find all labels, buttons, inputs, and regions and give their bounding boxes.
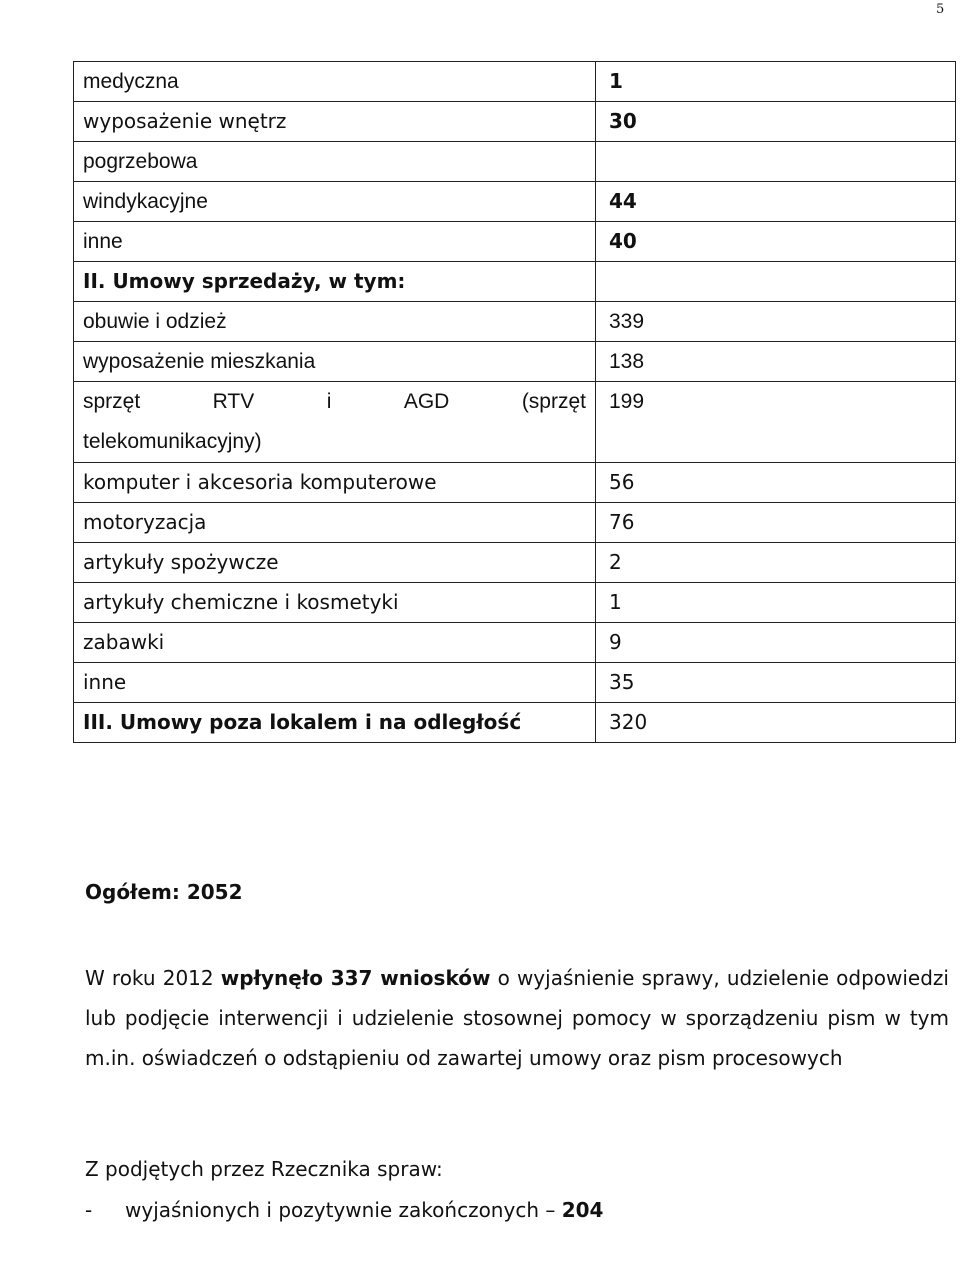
section-header-row — [74, 703, 956, 743]
row-label: komputer i akcesoria komputerowe — [74, 463, 596, 503]
table-row — [74, 583, 956, 623]
table-row — [74, 142, 956, 182]
list-item-text — [125, 1198, 603, 1222]
row-label: zabawki — [74, 623, 596, 663]
page-number: 5 — [936, 2, 945, 17]
row-value — [596, 142, 956, 182]
row-value: 138 — [596, 342, 956, 382]
row-value: 2 — [596, 543, 956, 583]
row-value: 1 — [596, 583, 956, 623]
row-value: 56 — [596, 463, 956, 503]
total-summary: Ogółem: 2052 — [85, 880, 243, 904]
table-row — [74, 503, 956, 543]
row-value: 320 — [596, 703, 956, 743]
label-word: i — [326, 390, 332, 413]
list-item-label: wyjaśnionych i pozytywnie zakończonych – — [125, 1198, 562, 1222]
table-row — [74, 62, 956, 102]
row-label-line1 — [83, 382, 586, 422]
section-header-row — [74, 262, 956, 302]
label-word: AGD — [403, 390, 450, 413]
row-label: inne — [74, 663, 596, 703]
row-label-line2: telekomunikacyjny) — [83, 430, 262, 453]
bullet-dash: - — [85, 1198, 93, 1222]
row-label: windykacyjne — [74, 182, 596, 222]
row-label: wyposażenie mieszkania — [74, 342, 596, 382]
row-label: pogrzebowa — [74, 142, 596, 182]
list-item — [85, 1198, 603, 1222]
statistics-table — [73, 61, 956, 743]
row-label: medyczna — [74, 62, 596, 102]
row-label: artykuły chemiczne i kosmetyki — [74, 583, 596, 623]
row-value: 1 — [596, 62, 956, 102]
row-value: 9 — [596, 623, 956, 663]
row-value: 40 — [596, 222, 956, 262]
row-label — [74, 382, 596, 463]
section-label: II. Umowy sprzedaży, w tym: — [74, 262, 596, 302]
table-row — [74, 222, 956, 262]
label-word: RTV — [212, 390, 255, 413]
row-value: 199 — [596, 382, 956, 463]
table-row — [74, 382, 956, 463]
table-row — [74, 102, 956, 142]
subheading: Z podjętych przez Rzecznika spraw: — [85, 1157, 443, 1181]
row-value: 76 — [596, 503, 956, 543]
row-value: 339 — [596, 302, 956, 342]
row-value: 35 — [596, 663, 956, 703]
label-word: (sprzęt — [521, 390, 586, 413]
table-row — [74, 543, 956, 583]
row-label: wyposażenie wnętrz — [74, 102, 596, 142]
paragraph-text: W roku 2012 — [85, 966, 221, 990]
section-label: III. Umowy poza lokalem i na odległość — [74, 703, 596, 743]
row-label: obuwie i odzież — [74, 302, 596, 342]
table-row — [74, 302, 956, 342]
list-item-count: 204 — [561, 1198, 604, 1222]
paragraph-bold-text: wpłynęło 337 wniosków — [220, 966, 491, 990]
row-label: inne — [74, 222, 596, 262]
row-label: artykuły spożywcze — [74, 543, 596, 583]
paragraph-text: o wyjaśnienie sprawy, udzielenie odpowiedzi lub podjęcie interwencji i udzielenie stosownej pomocy w sporządzeniu pism w tym m.in. oświadczeń o odstąpieniu od zawartej umowy oraz pism procesowych — [85, 966, 949, 1070]
table-row — [74, 182, 956, 222]
row-value: 44 — [596, 182, 956, 222]
table-row — [74, 463, 956, 503]
body-paragraph — [85, 958, 949, 1078]
row-label: motoryzacja — [74, 503, 596, 543]
label-word: sprzęt — [83, 390, 141, 413]
table-row — [74, 623, 956, 663]
table-row — [74, 663, 956, 703]
row-value: 30 — [596, 102, 956, 142]
row-value — [596, 262, 956, 302]
table-row — [74, 342, 956, 382]
